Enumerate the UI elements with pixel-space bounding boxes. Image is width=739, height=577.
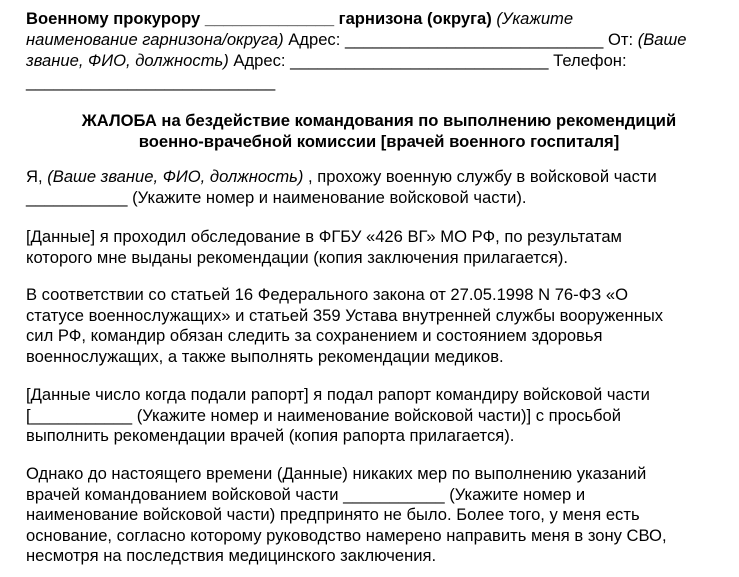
- paragraph-legal-basis: [26, 285, 732, 367]
- intro-rest: , прохожу военную службу в войсковой части: [303, 167, 657, 186]
- rank-name-hint: (Ваше звание, ФИО, должность): [47, 167, 304, 186]
- paragraph-line: выполнить рекомендации врачей (копия рапорта прилагается).: [26, 426, 515, 445]
- intro-prefix: Я,: [26, 167, 48, 186]
- paragraph-line: которого мне выданы рекомендации (копия заключения прилагается).: [26, 247, 569, 267]
- sender-address-field: Адрес: ____________________________ Телефон:: [228, 51, 627, 70]
- paragraph-line: военнослужащих, а также выполнять рекомендации медиков.: [26, 346, 504, 366]
- phone-blank: ___________________________: [26, 72, 276, 91]
- header-hint: (Укажите: [491, 9, 574, 28]
- paragraph-examination: [26, 227, 732, 268]
- paragraph-line: основание, согласно которому руководство намерено направить меня в зону СВО,: [26, 525, 667, 545]
- paragraph-line: [___________ (Укажите номер и наименование войсковой части)] с просьбой: [26, 405, 622, 425]
- prosecutor-addressee: Военному прокурору ______________ гарнизона (округа): [26, 9, 492, 28]
- header-line-1: [26, 8, 739, 29]
- paragraph-line: несмотря на последствия медицинского заключения.: [26, 546, 437, 565]
- paragraph-line: В соответствии со статьей 16 Федерального закона от 27.05.1998 N 76-ФЗ «О: [26, 285, 629, 304]
- paragraph-line: ___________ (Укажите номер и наименование войсковой части).: [26, 187, 527, 207]
- header-hint: наименование гарнизона/округа): [26, 30, 284, 49]
- paragraph-line: наименование войсковой части) предпринято не было. Более того, у меня есть: [26, 505, 640, 524]
- header-hint: (Ваше: [633, 30, 687, 49]
- paragraph-line: [Данные число когда подали рапорт] я подал рапорт командиру войсковой части: [26, 385, 650, 404]
- paragraph-line: [26, 167, 732, 188]
- paragraph-line: [Данные] я проходил обследование в ФГБУ «426 ВГ» МО РФ, по результатам: [26, 227, 622, 246]
- addressee-header: [26, 8, 739, 92]
- paragraph-line: статусе военнослужащих» и статьей 359 Устава внутренней службы вооруженных: [26, 305, 664, 325]
- header-line-2: [26, 29, 739, 50]
- address-field: Адрес: ____________________________ От:: [283, 30, 634, 49]
- paragraph-line: врачей командованием войсковой части ___________ (Укажите номер и: [26, 484, 586, 504]
- paragraph-inaction: [26, 464, 732, 567]
- paragraph-line: Однако до настоящего времени (Данные) никаких мер по выполнению указаний: [26, 464, 647, 483]
- header-hint: звание, ФИО, должность): [26, 51, 229, 70]
- title-line-1: ЖАЛОБА на бездействие командования по выполнению рекомендиций: [81, 111, 677, 130]
- header-line-4: [26, 71, 739, 92]
- paragraph-report: [26, 385, 732, 447]
- complaint-title: [26, 110, 732, 152]
- paragraph-line: сил РФ, командир обязан следить за сохранением и состоянием здоровья: [26, 326, 603, 345]
- paragraph-introduction: [26, 167, 732, 208]
- title-line-2: военно-врачебной комиссии [врачей военного госпиталя]: [138, 132, 620, 151]
- header-line-3: [26, 50, 739, 71]
